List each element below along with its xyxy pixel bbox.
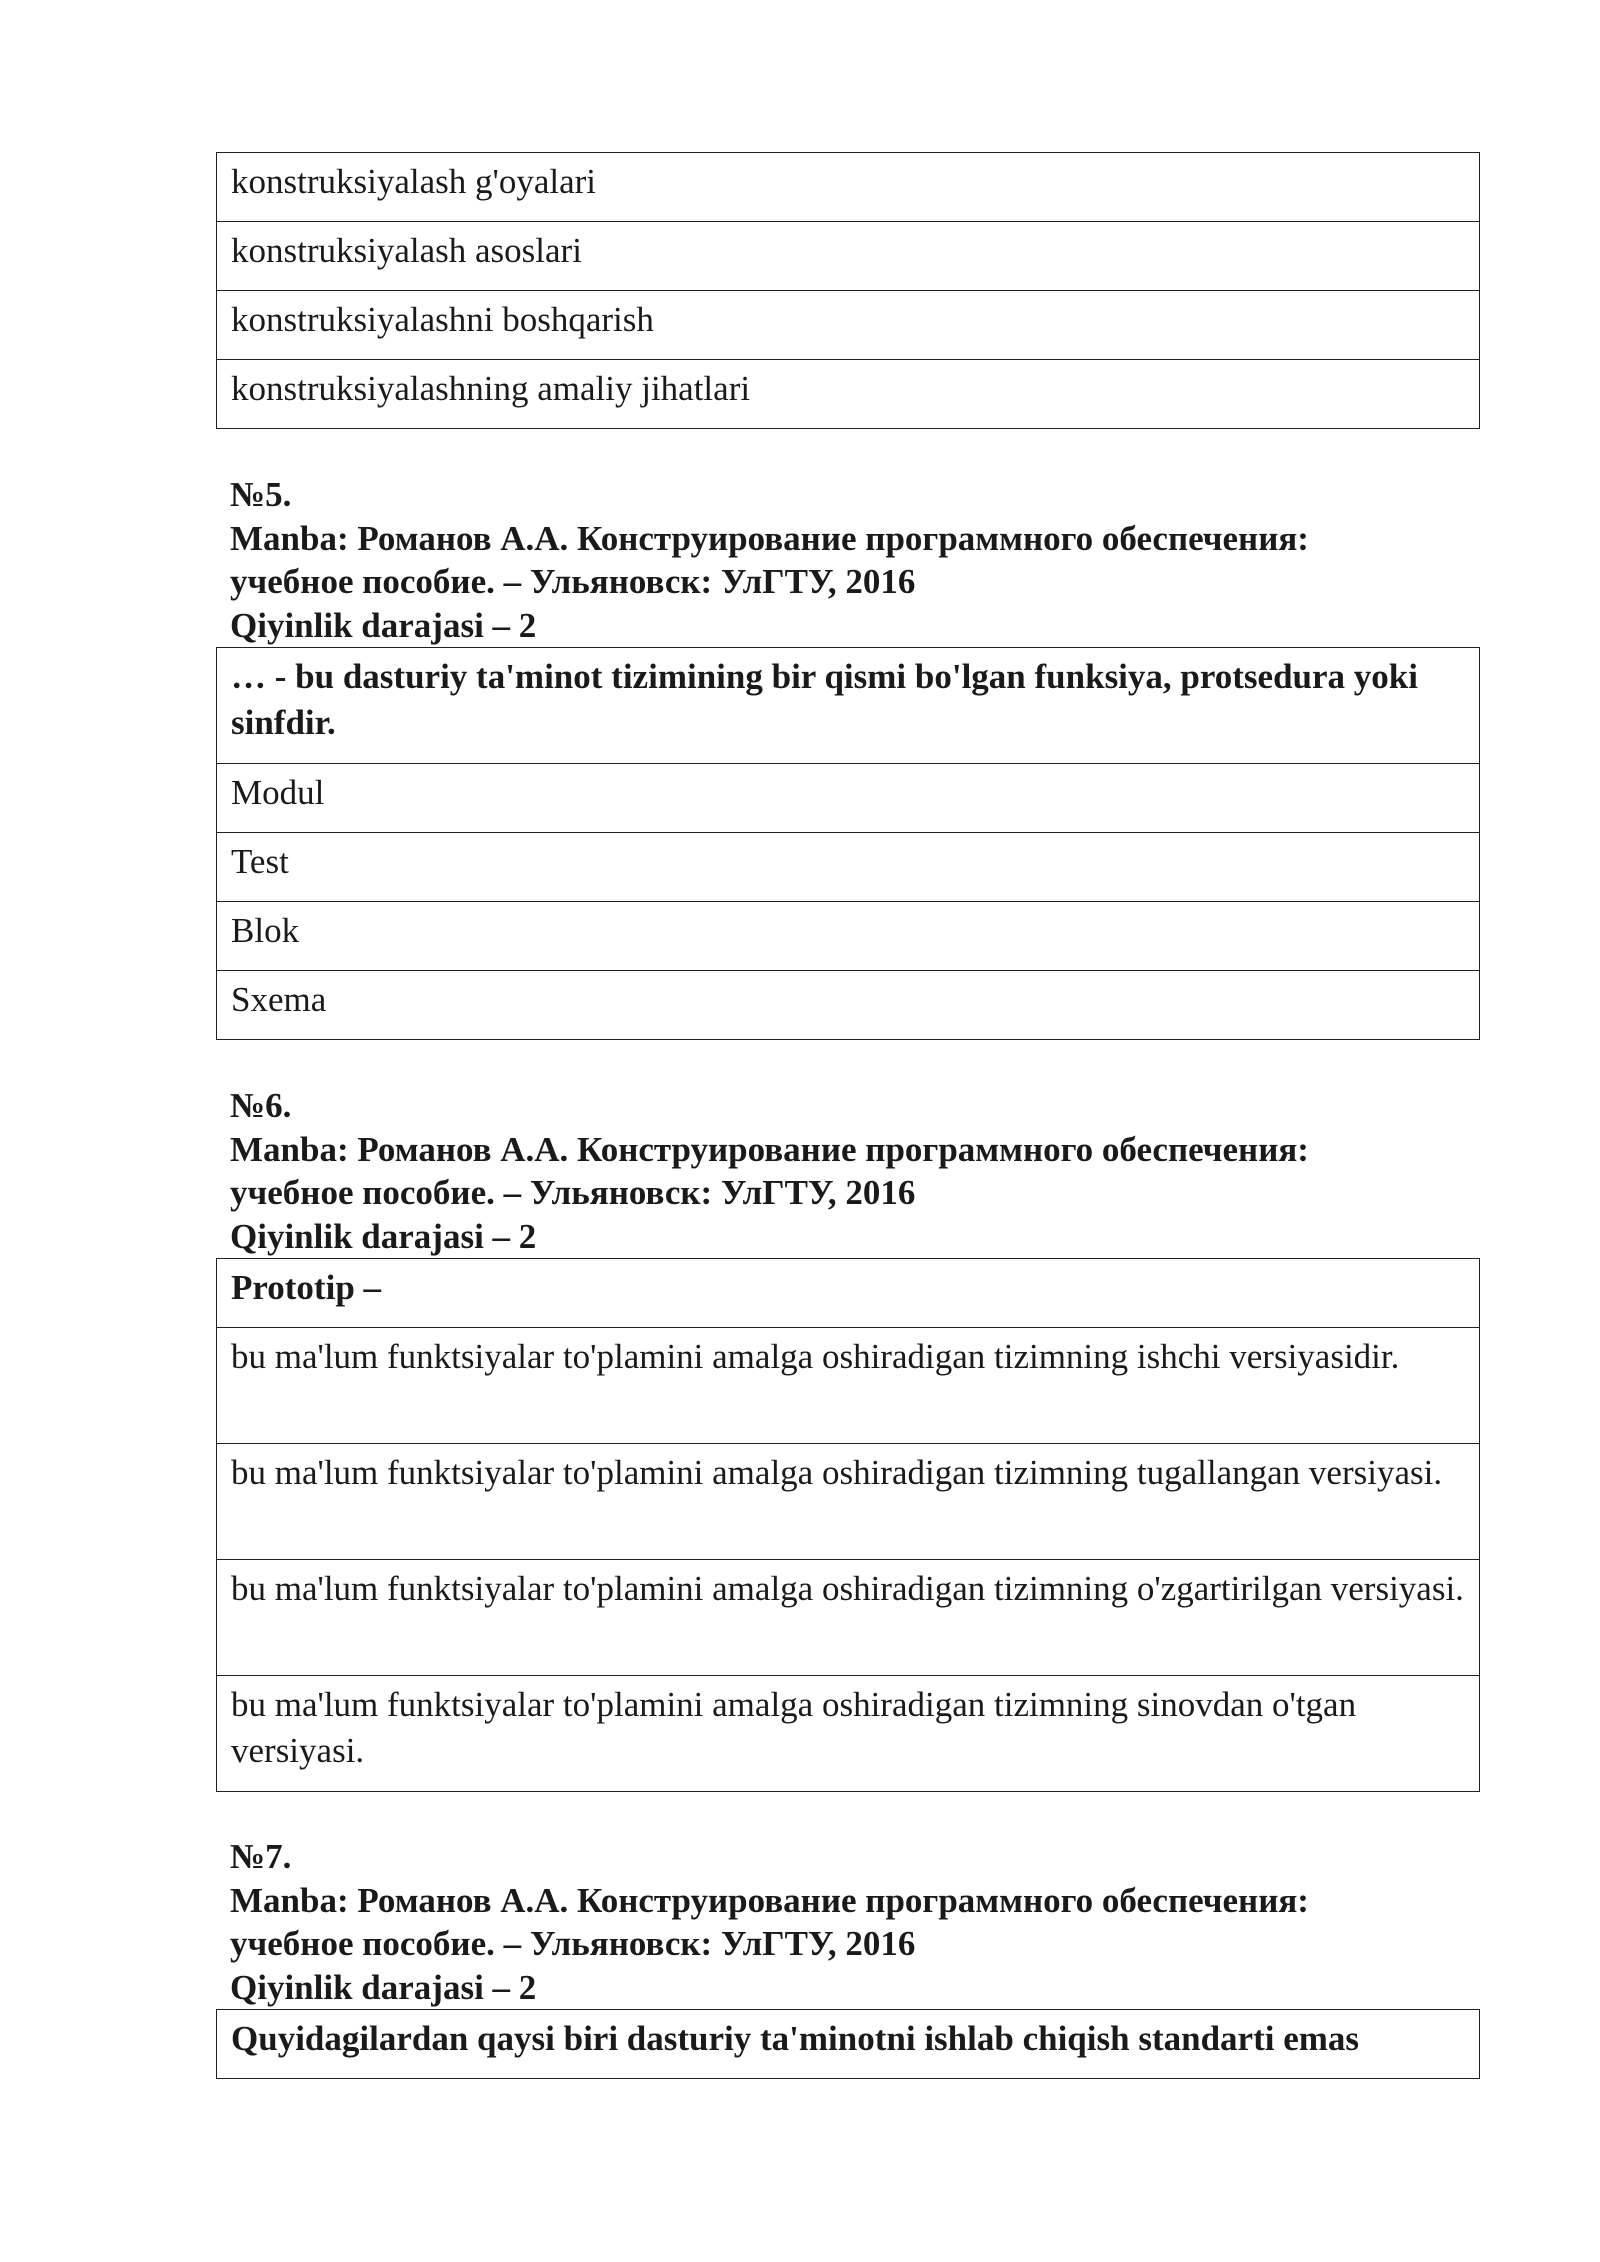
answer-option: Test xyxy=(217,833,1480,902)
source-line: Manba: Романов А.А. Конструирование программного обеспечения: xyxy=(230,1880,1309,1920)
question-4-table xyxy=(216,152,1480,429)
difficulty-level: Qiyinlik darajasi – 2 xyxy=(230,1216,537,1256)
question-number: №5. xyxy=(230,475,292,514)
answer-option: Sxema xyxy=(217,971,1480,1040)
answer-row xyxy=(217,1444,1480,1560)
answer-option: bu ma'lum funktsiyalar to'plamini amalga oshiradigan tizimning o'zgartirilgan versiyasi. xyxy=(217,1560,1480,1676)
answer-row xyxy=(217,360,1480,429)
answer-row xyxy=(217,902,1480,971)
answer-option: Blok xyxy=(217,902,1480,971)
answer-option: bu ma'lum funktsiyalar to'plamini amalga oshiradigan tizimning sinovdan o'tgan versiyasi. xyxy=(217,1676,1480,1792)
question-text: … - bu dasturiy ta'minot tizimining bir qismi bo'lgan funksiya, protsedura yoki sinfdir. xyxy=(217,648,1480,764)
answer-option: bu ma'lum funktsiyalar to'plamini amalga oshiradigan tizimning tugallangan versiyasi. xyxy=(217,1444,1480,1560)
answer-row xyxy=(217,971,1480,1040)
source-line: Manba: Романов А.А. Конструирование программного обеспечения: xyxy=(230,1129,1309,1169)
answer-row xyxy=(217,1560,1480,1676)
answer-option: konstruksiyalash asoslari xyxy=(217,222,1480,291)
source-line: учебное пособие. – Ульяновск: УлГТУ, 2016 xyxy=(230,1924,916,1963)
question-number: №7. xyxy=(230,1837,292,1876)
answer-row xyxy=(217,222,1480,291)
question-text: Quyidagilardan qaysi biri dasturiy ta'minotni ishlab chiqish standarti emas xyxy=(217,2010,1480,2079)
question-row xyxy=(217,648,1480,764)
source-line: Manba: Романов А.А. Конструирование программного обеспечения: xyxy=(230,518,1309,558)
answer-option: konstruksiyalashni boshqarish xyxy=(217,291,1480,360)
answer-option: Modul xyxy=(217,764,1480,833)
question-4-block xyxy=(216,152,1480,429)
answer-row xyxy=(217,833,1480,902)
answer-row xyxy=(217,153,1480,222)
answer-option: bu ma'lum funktsiyalar to'plamini amalga oshiradigan tizimning ishchi versiyasidir. xyxy=(217,1328,1480,1444)
answer-row xyxy=(217,1328,1480,1444)
source-line: учебное пособие. – Ульяновск: УлГТУ, 2016 xyxy=(230,562,916,601)
question-7-table xyxy=(216,2009,1480,2079)
question-6-header xyxy=(216,1084,1494,1258)
answer-row xyxy=(217,291,1480,360)
answer-row xyxy=(217,1676,1480,1792)
answer-row xyxy=(217,764,1480,833)
question-5-block xyxy=(216,647,1480,1040)
source-line: учебное пособие. – Ульяновск: УлГТУ, 2016 xyxy=(230,1173,916,1212)
question-6-block xyxy=(216,1258,1480,1792)
question-row xyxy=(217,1259,1480,1328)
question-number: №6. xyxy=(230,1086,292,1125)
question-7-header xyxy=(216,1835,1494,2009)
question-6-table xyxy=(216,1258,1480,1792)
difficulty-level: Qiyinlik darajasi – 2 xyxy=(230,605,537,645)
difficulty-level: Qiyinlik darajasi – 2 xyxy=(230,1967,537,2007)
question-5-table xyxy=(216,647,1480,1040)
question-7-block xyxy=(216,2009,1480,2079)
question-5-header xyxy=(216,473,1494,647)
answer-option: konstruksiyalash g'oyalari xyxy=(217,153,1480,222)
answer-option: konstruksiyalashning amaliy jihatlari xyxy=(217,360,1480,429)
question-text: Prototip – xyxy=(217,1259,1480,1328)
question-row xyxy=(217,2010,1480,2079)
